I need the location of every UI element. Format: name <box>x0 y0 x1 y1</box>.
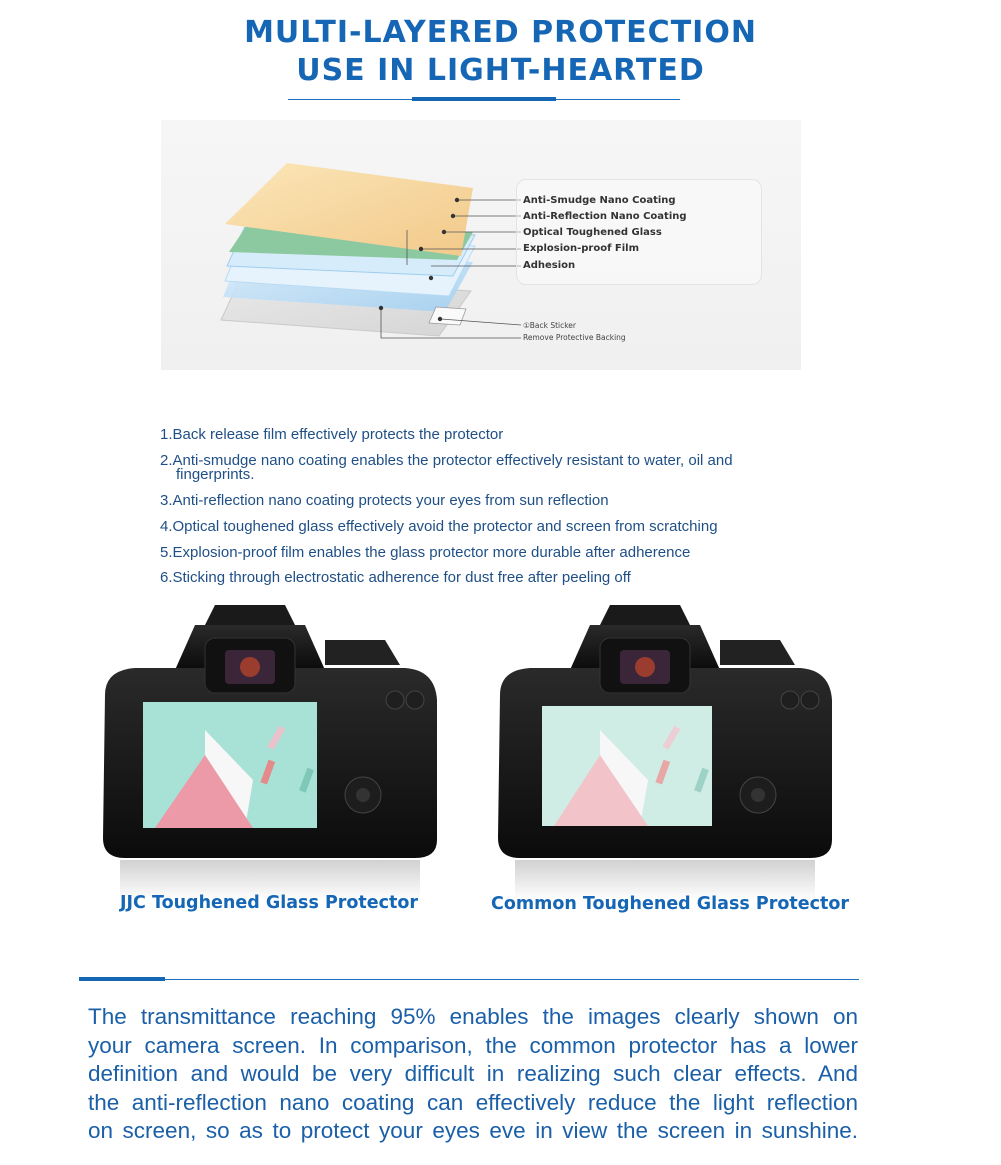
title-underline-accent <box>412 97 556 101</box>
page-title-line2: USE IN LIGHT-HEARTED <box>296 53 705 88</box>
camera-common-image <box>490 600 840 900</box>
camera-jjc-image <box>95 600 445 900</box>
description-paragraph <box>88 1003 858 1146</box>
description-line-2: your camera screen. In comparison, the common protector has a lower <box>88 1032 858 1058</box>
feature-item-1: 1.Back release film effectively protects the protector <box>160 426 504 443</box>
feature-item-5: 5.Explosion-proof film enables the glass protector more durable after adherence <box>160 544 691 561</box>
remove-backing-label: Remove Protective Backing <box>523 333 626 342</box>
feature-item-4: 4.Optical toughened glass effectively avoid the protector and screen from scratching <box>160 518 718 535</box>
description-line-1: The transmittance reaching 95% enables the images clearly shown on <box>88 1004 858 1029</box>
back-sticker-label: ①Back Sticker <box>523 321 576 330</box>
feature-item-6: 6.Sticking through electrostatic adherence for dust free after peeling off <box>160 569 631 586</box>
layer-label-explosion-proof: Explosion-proof Film <box>523 243 640 254</box>
feature-item-2: 2.Anti-smudge nano coating enables the protector effectively resistant to water, oil and <box>160 452 733 469</box>
section-divider-accent <box>79 977 165 981</box>
page-title-line1: MULTI-LAYERED PROTECTION <box>244 15 757 50</box>
description-line-3: definition and would be very difficult in realizing such clear effects. And <box>88 1061 858 1087</box>
layer-label-adhesion: Adhesion <box>523 260 576 271</box>
section-divider <box>79 979 859 980</box>
feature-item-3: 3.Anti-reflection nano coating protects your eyes from sun reflection <box>160 492 609 509</box>
caption-jjc: JJC Toughened Glass Protector <box>120 893 419 913</box>
layer-label-anti-reflection: Anti-Reflection Nano Coating <box>523 211 687 222</box>
layer-label-glass: Optical Toughened Glass <box>523 227 662 238</box>
caption-common: Common Toughened Glass Protector <box>491 894 850 914</box>
layer-label-anti-smudge: Anti-Smudge Nano Coating <box>523 195 676 206</box>
description-line-5: on screen, so as to protect your eyes eve in view the screen in sunshine. <box>88 1118 858 1144</box>
feature-item-2-cont: fingerprints. <box>176 466 255 483</box>
layer-diagram <box>161 120 801 370</box>
description-line-4: the anti-reflection nano coating can effectively reduce the light reflection <box>88 1089 858 1115</box>
